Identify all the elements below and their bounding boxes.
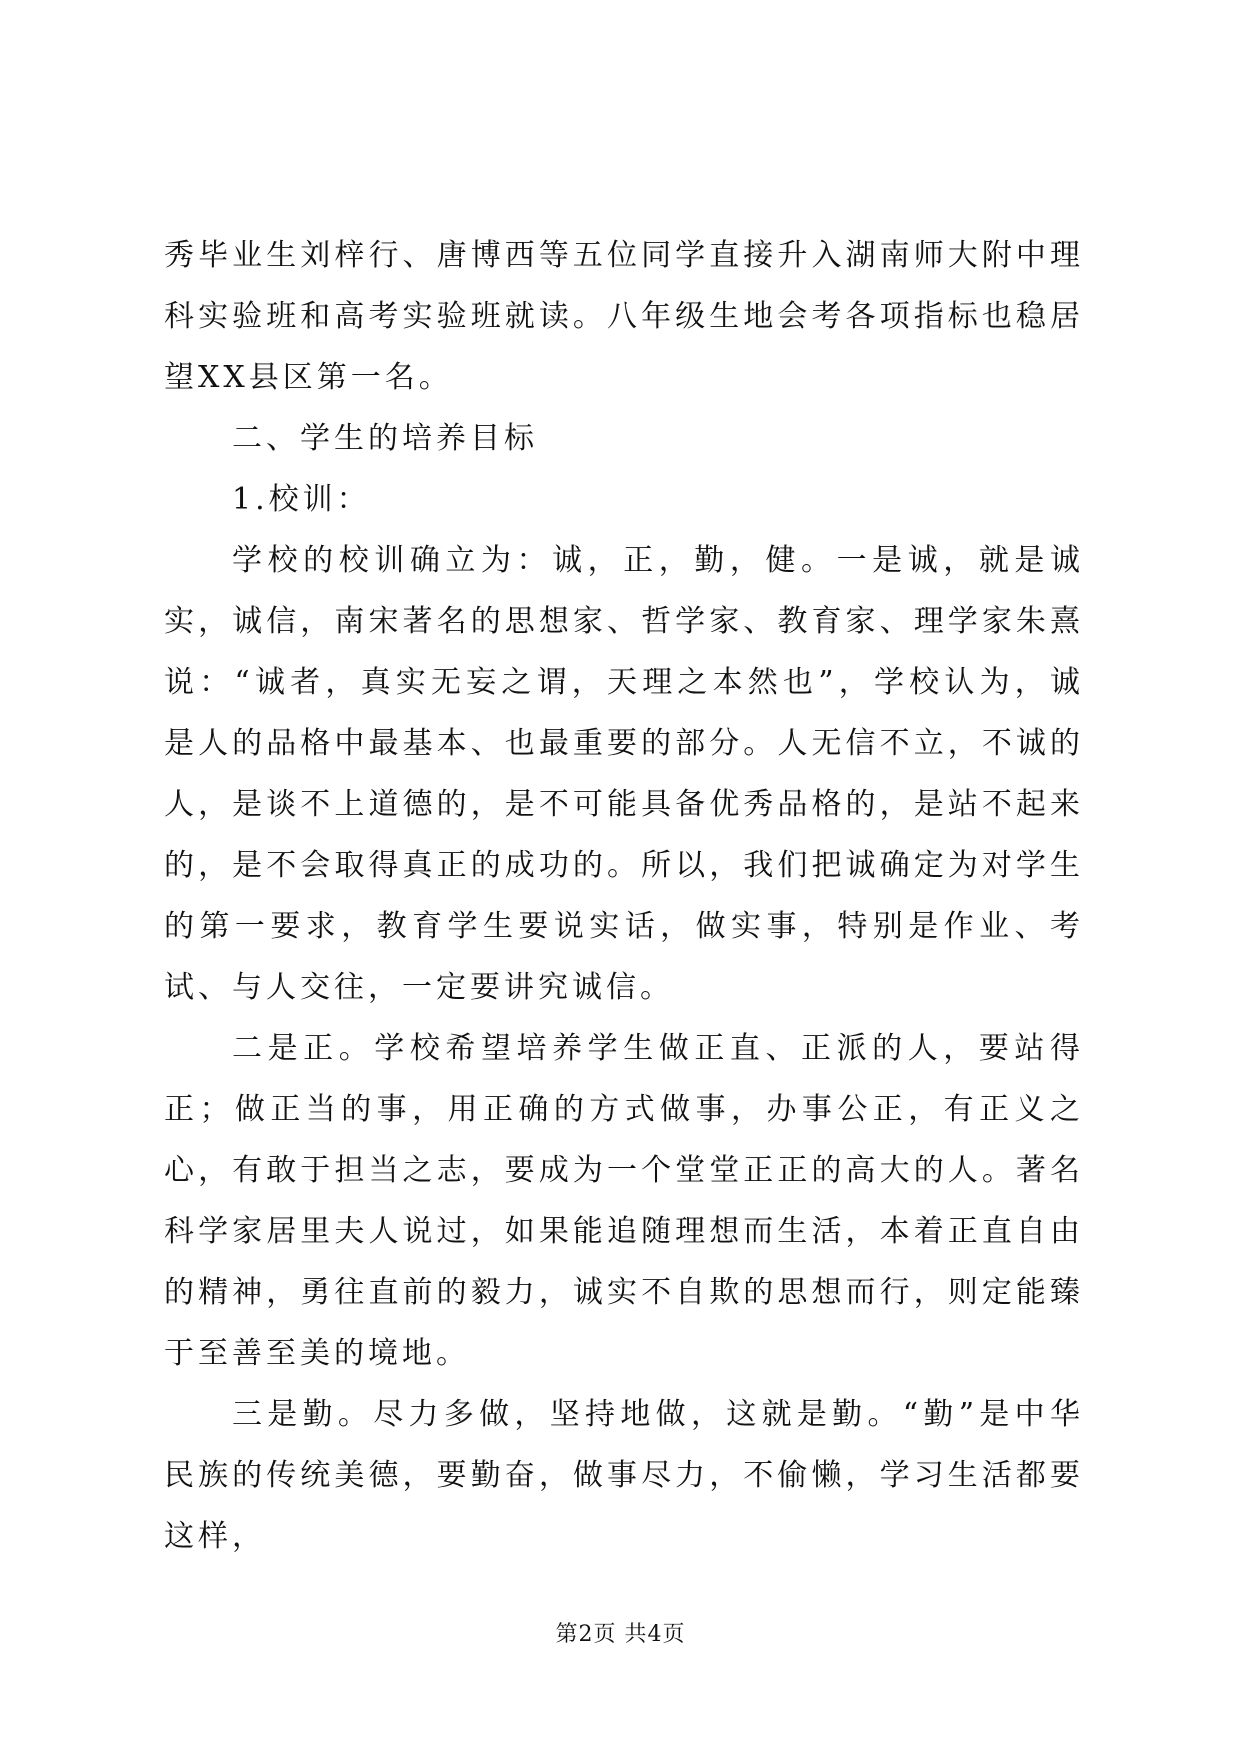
document-body [164, 225, 1084, 1567]
subsection-heading: 1.校训： [232, 482, 371, 517]
paragraph-qin: 三是勤。尽力多做，坚持地做，这就是勤。“勤”是中华民族的传统美德，要勤奋，做事尽力，不偷懒，学习生活都要这样， [164, 1397, 1084, 1554]
section-heading: 二、学生的培养目标 [232, 421, 538, 456]
paragraph-zheng: 二是正。学校希望培养学生做正直、正派的人，要站得正；做正当的事，用正确的方式做事，办事公正，有正义之心，有敢于担当之志，要成为一个堂堂正正的高大的人。著名科学家居里夫人说过，如果能追随理想而生活，本着正直自由的精神，勇往直前的毅力，诚实不自欺的思想而行，则定能臻于至善至美的境地。 [164, 1031, 1084, 1371]
paragraph-motto: 学校的校训确立为：诚，正，勤，健。一是诚，就是诚实，诚信，南宋著名的思想家、哲学家、教育家、理学家朱熹说：“诚者，真实无妄之谓，天理之本然也”，学校认为，诚是人的品格中最基本、也最重要的部分。人无信不立，不诚的人，是谈不上道德的，是不可能具备优秀品格的，是站不起来的，是不会取得真正的成功的。所以，我们把诚确定为对学生的第一要求，教育学生要说实话，做实事，特别是作业、考试、与人交往，一定要讲究诚信。 [164, 543, 1084, 1005]
paragraph-continuation: 秀毕业生刘梓行、唐博西等五位同学直接升入湖南师大附中理科实验班和高考实验班就读。八年级生地会考各项指标也稳居望XX县区第一名。 [164, 238, 1084, 395]
page-number-footer: 第2页 共4页 [555, 1622, 686, 1647]
